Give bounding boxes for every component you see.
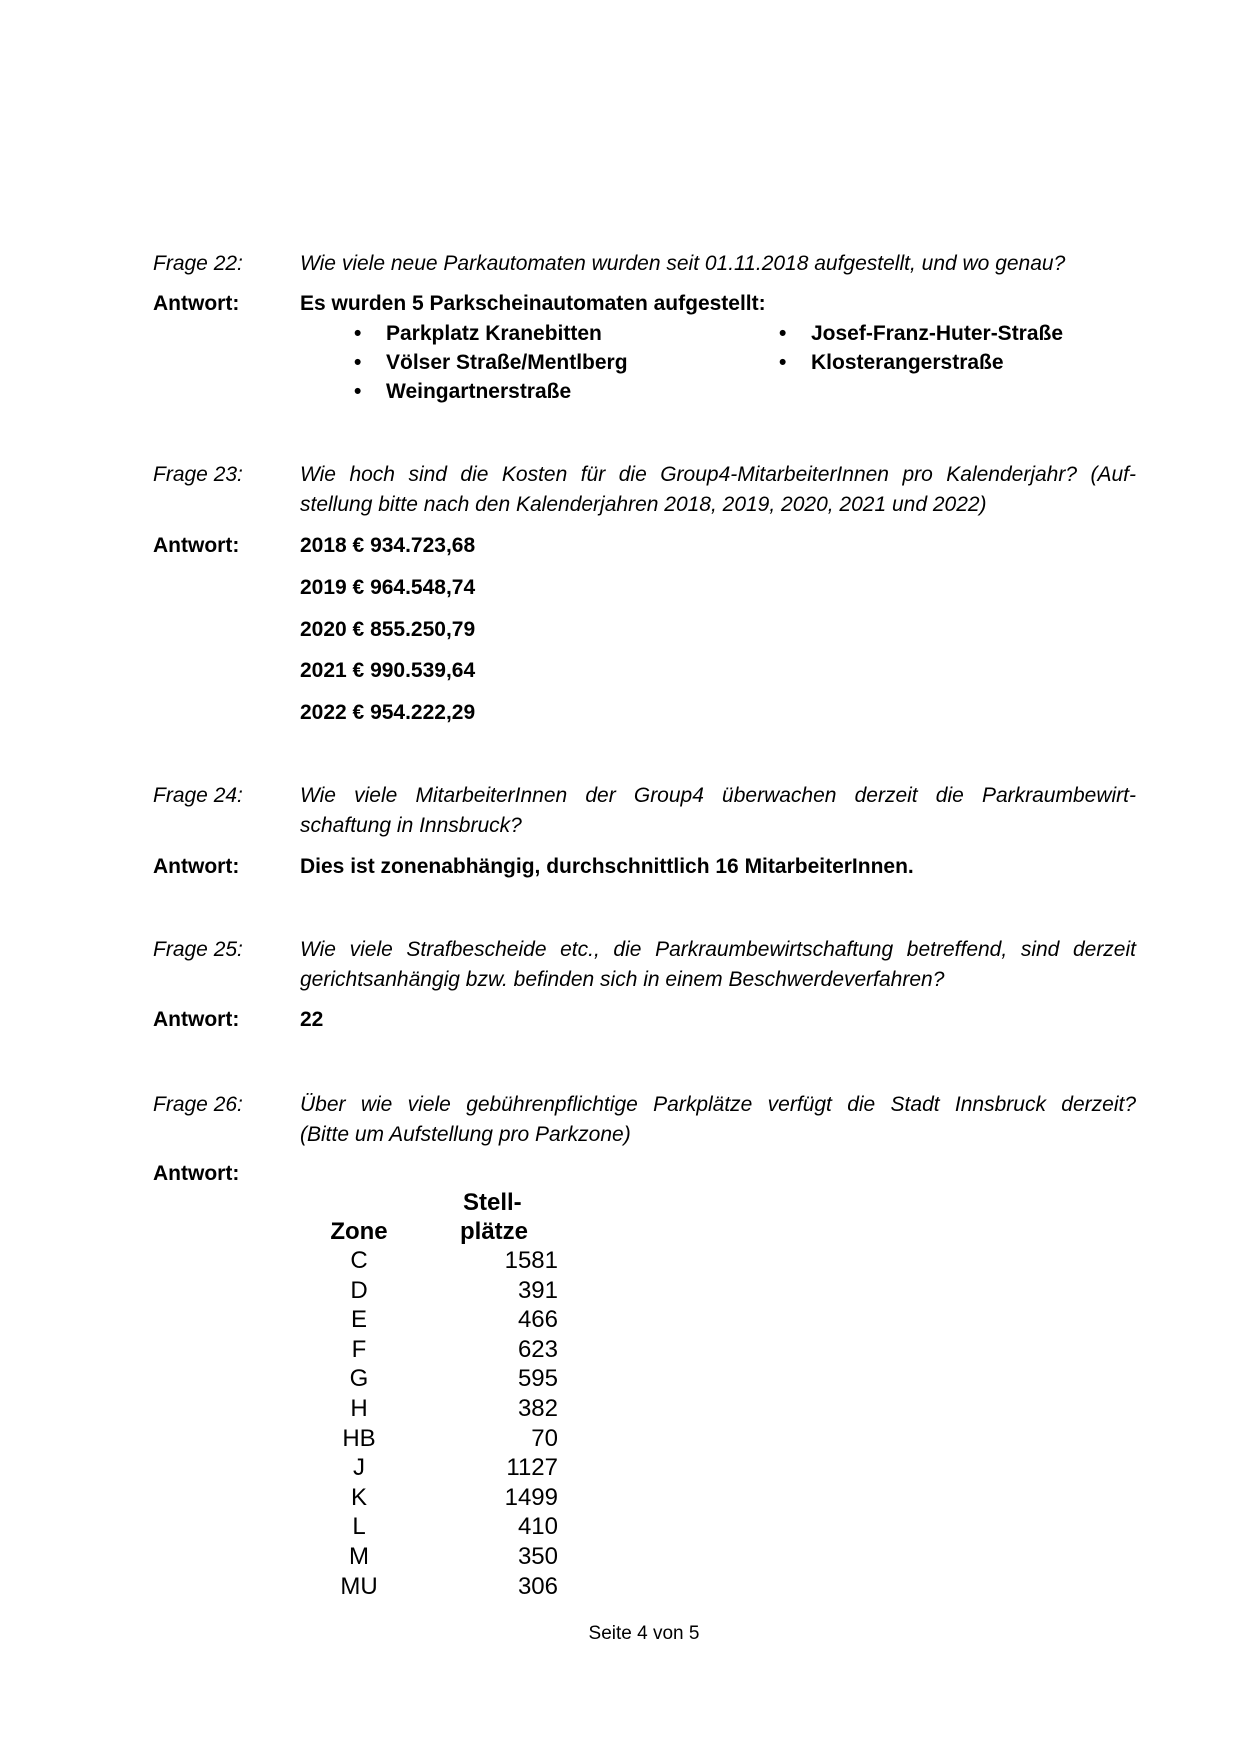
answer-text: 22 [300,1008,324,1031]
table-cell-zone: G [349,1365,369,1393]
bullet-text: Völser Straße/Mentlberg [386,351,628,374]
question-text: Über wie viele gebührenpflichtige Parkplätze verfügt die Stadt Innsbruck derzeit? [300,1093,1136,1116]
question-label: Frage 23: [153,463,243,486]
question-text: schaftung in Innsbruck? [300,814,522,837]
bullet-text: Weingartnerstraße [386,380,572,403]
table-cell-spaces: 623 [517,1335,558,1363]
bullet-item [354,321,602,347]
answer-cost-line: 2022 € 954.222,29 [300,701,476,725]
bullet-item [354,350,628,376]
table-cell-zone: C [350,1247,368,1274]
table-cell-spaces: 466 [517,1306,558,1334]
bullet-icon: • [354,380,362,403]
bullet-item [779,321,1064,347]
answer-text: Es wurden 5 Parkscheinautomaten aufgestellt: [300,292,766,315]
answer-text: Dies ist zonenabhängig, durchschnittlich 16 MitarbeiterInnen. [300,855,914,878]
answer-label: Antwort: [153,292,240,315]
bullet-item [779,350,1004,376]
table-cell-zone: M [349,1543,369,1570]
answer-cost-line: 2021 € 990.539,64 [300,659,476,683]
table-cell-zone: L [352,1513,366,1541]
bullet-text: Josef-Franz-Huter-Straße [811,322,1064,345]
answer-label: Antwort: [153,1008,240,1031]
table-cell-spaces: 382 [517,1395,558,1422]
table-cell-spaces: 1581 [504,1247,558,1274]
answer-cost-line: 2019 € 964.548,74 [300,575,476,599]
answer-cost-line: 2020 € 855.250,79 [300,617,476,641]
table-header-spaces: Stell- [463,1189,522,1216]
page-footer: Seite 4 von 5 [588,1623,700,1644]
bullet-item [354,379,572,405]
table-cell-spaces: 1499 [504,1483,558,1511]
table-cell-spaces: 410 [517,1513,558,1541]
answer-label: Antwort: [153,1162,240,1185]
question-text: Wie hoch sind die Kosten für die Group4-MitarbeiterInnen pro Kalenderjahr? (Auf- [300,463,1136,486]
bullet-text: Klosterangerstraße [811,351,1004,374]
table-cell-zone: J [353,1454,365,1482]
table-header-zone: Zone [330,1218,388,1245]
question-text: Wie viele MitarbeiterInnen der Group4 überwachen derzeit die Parkraumbewirt- [300,784,1136,807]
table-cell-zone: F [351,1335,367,1363]
question-label: Frage 25: [153,938,243,961]
question-text: stellung bitte nach den Kalenderjahren 2018, 2019, 2020, 2021 und 2022) [300,493,987,516]
answer-label: Antwort: [153,534,240,557]
table-cell-zone: K [350,1483,367,1511]
question-text: Wie viele Strafbescheide etc., die Parkraumbewirtschaftung betreffend, sind derzeit [300,938,1136,961]
question-label: Frage 24: [153,784,243,807]
bullet-text: Parkplatz Kranebitten [386,322,602,345]
table-cell-zone: D [350,1276,368,1304]
table-cell-spaces: 1127 [506,1454,558,1482]
table-cell-zone: HB [342,1424,376,1452]
question-text: (Bitte um Aufstellung pro Parkzone) [300,1123,631,1146]
bullet-icon: • [354,351,362,374]
table-cell-spaces: 350 [517,1543,558,1570]
table-header-spaces: plätze [460,1218,529,1245]
answer-cost-line: 2018 € 934.723,68 [300,534,476,557]
bullet-icon: • [779,322,787,345]
question-text: Wie viele neue Parkautomaten wurden seit 01.11.2018 aufgestellt, und wo genau? [300,252,1066,275]
question-label: Frage 22: [153,252,243,275]
question-text: gerichtsanhängig bzw. befinden sich in einem Beschwerdeverfahren? [300,968,945,991]
table-cell-spaces: 306 [517,1572,558,1600]
bullet-icon: • [779,351,787,374]
table-cell-spaces: 391 [517,1276,558,1304]
table-cell-spaces: 595 [517,1365,558,1393]
bullet-icon: • [354,322,362,345]
table-cell-spaces: 70 [531,1424,558,1452]
table-cell-zone: E [350,1306,367,1334]
question-label: Frage 26: [153,1093,243,1116]
table-cell-zone: MU [340,1572,378,1600]
answer-label: Antwort: [153,855,240,878]
table-cell-zone: H [350,1395,368,1422]
